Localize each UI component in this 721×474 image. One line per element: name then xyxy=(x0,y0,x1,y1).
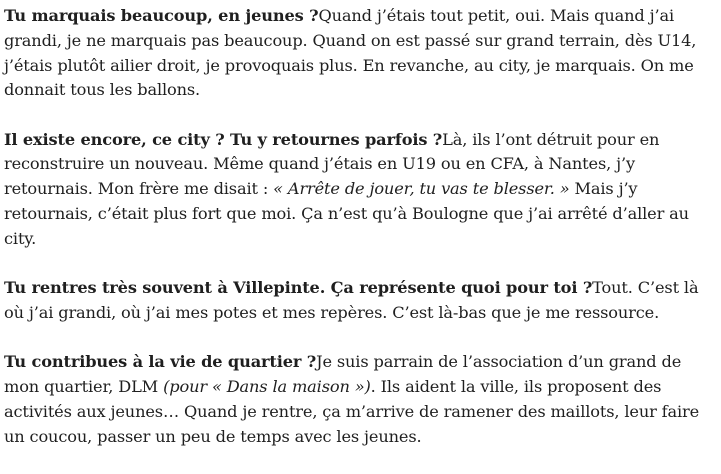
interview-question: Il existe encore, ce city ? Tu y retournes parfois ? xyxy=(4,129,443,149)
interview-answer: Tout. C’est là où j’ai grandi, où j’ai mes potes et mes repères. C’est là-bas que je me ressource. xyxy=(4,278,699,322)
italic-aside: (pour « Dans la maison ») xyxy=(163,377,371,397)
interview-question: Tu rentres très souvent à Villepinte. Ça représente quoi pour toi ? xyxy=(4,278,593,298)
interview-answer: Quand j’étais tout petit, oui. Mais quand j’ai grandi, je ne marquais pas beaucoup. Quand on est passé sur grand terrain, dès U14, j’étais plutôt ailier droit, je provoquais plus. En revanche, au city, je marquais. On me donnait tous les ballons. xyxy=(4,6,697,100)
interview-question: Tu marquais beaucoup, en jeunes ? xyxy=(4,6,319,25)
article-body xyxy=(4,4,718,474)
interview-question: Tu contribues à la vie de quartier ? xyxy=(4,352,317,372)
interview-answer-continued: Mais j’y retournais, c’était plus fort que moi. Ça n’est qu’à Boulogne que j’ai arrêté d’aller au city. xyxy=(4,179,689,248)
interview-paragraph xyxy=(4,4,718,103)
quoted-speech: « Arrête de jouer, tu vas te blesser. » xyxy=(273,179,570,199)
interview-paragraph xyxy=(4,350,718,449)
interview-answer: Je suis parrain de l’association d’un grand de mon quartier, DLM xyxy=(4,352,682,397)
interview-paragraph xyxy=(4,276,718,326)
interview-answer-continued: . Ils aident la ville, ils proposent des activités aux jeunes… Quand je rentre, ça m’arrive de ramener des maillots, leur faire un coucou, passer un peu de temps avec les jeunes. xyxy=(4,377,700,446)
interview-paragraph xyxy=(4,128,718,252)
interview-answer: Là, ils l’ont détruit pour en reconstruire un nouveau. Même quand j’étais en U19 ou en CFA, à Nantes, j’y retournais. Mon frère me disait : xyxy=(4,129,660,199)
